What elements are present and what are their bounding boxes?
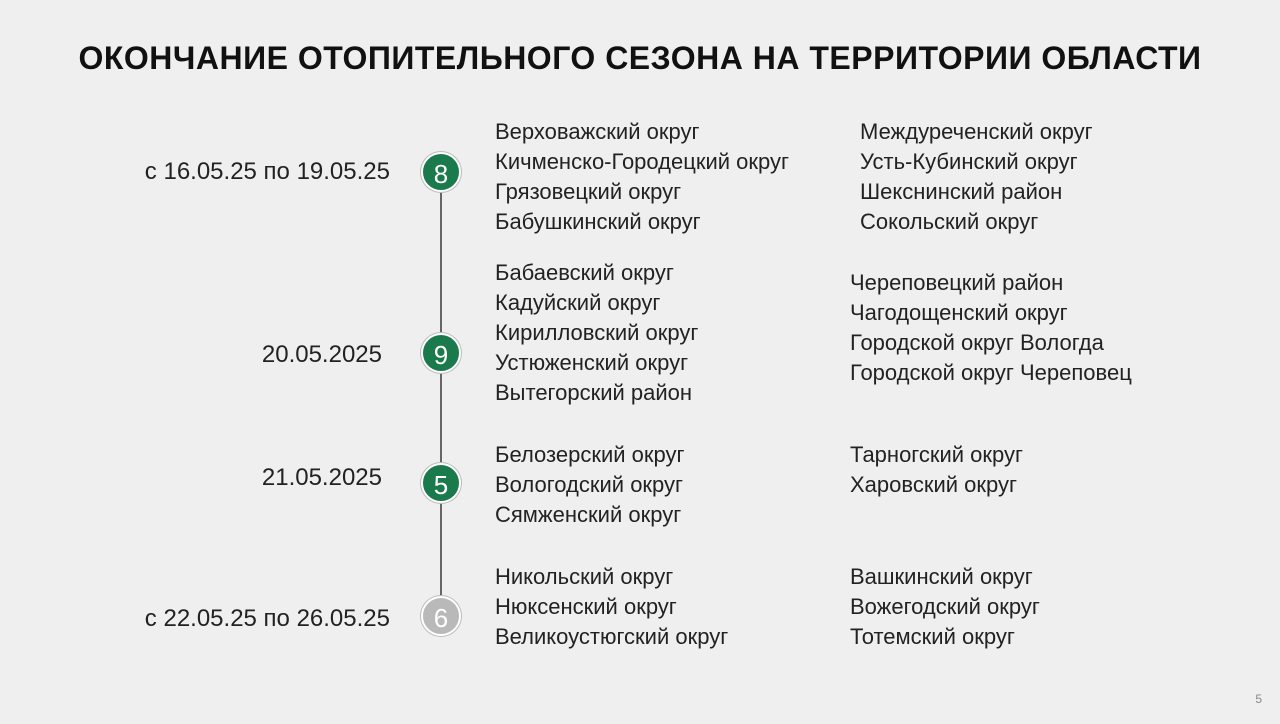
district-item: Устюженский округ [495, 350, 689, 375]
district-item: Чагодощенский округ [850, 300, 1068, 325]
group-date: с 22.05.25 по 26.05.25 [144, 605, 390, 632]
district-item: Вожегодский округ [850, 594, 1040, 619]
district-item: Кадуйский округ [495, 290, 661, 315]
district-item: Верховажский округ [495, 119, 700, 144]
district-item: Кирилловский округ [495, 320, 699, 345]
district-item: Усть-Кубинский округ [860, 149, 1078, 174]
district-item: Грязовецкий округ [495, 179, 682, 204]
district-item: Городской округ Череповец [850, 360, 1132, 385]
district-item: Кичменско-Городецкий округ [495, 149, 790, 174]
district-item: Сямженский округ [495, 502, 682, 527]
districts-right [850, 562, 1040, 652]
district-item: Вашкинский округ [850, 564, 1033, 589]
districts-right [860, 117, 1093, 237]
group-count-badge: 5 [421, 463, 461, 503]
districts-left [495, 117, 789, 237]
district-item: Бабушкинский округ [495, 209, 701, 234]
district-item: Сокольский округ [860, 209, 1039, 234]
district-item: Харовский округ [850, 472, 1018, 497]
district-item: Тарногский округ [850, 442, 1024, 467]
districts-left [495, 440, 685, 530]
district-item: Череповецкий район [850, 270, 1064, 295]
district-item: Тотемский округ [850, 624, 1015, 649]
district-item: Никольский округ [495, 564, 674, 589]
group-count-badge: 8 [421, 152, 461, 192]
districts-right [850, 268, 1132, 388]
district-item: Вологодский округ [495, 472, 684, 497]
districts-left [495, 562, 728, 652]
timeline-line [440, 172, 442, 614]
group-date: с 16.05.25 по 19.05.25 [144, 158, 390, 185]
district-item: Нюксенский округ [495, 594, 677, 619]
district-item: Городской округ Вологда [850, 330, 1104, 355]
district-item: Междуреченский округ [860, 119, 1093, 144]
district-item: Бабаевский округ [495, 260, 674, 285]
districts-left [495, 258, 698, 408]
district-item: Белозерский округ [495, 442, 685, 467]
group-date: 21.05.2025 [261, 464, 382, 491]
district-item: Шекснинский район [860, 179, 1063, 204]
page-number: 5 [1255, 692, 1262, 706]
group-count-badge: 6 [421, 596, 461, 636]
page-title: ОКОНЧАНИЕ ОТОПИТЕЛЬНОГО СЕЗОНА НА ТЕРРИТОРИИ ОБЛАСТИ [78, 40, 1202, 76]
district-item: Великоустюгский округ [495, 624, 729, 649]
district-item: Вытегорский район [495, 380, 693, 405]
districts-right [850, 440, 1023, 500]
group-count-badge: 9 [421, 333, 461, 373]
group-date: 20.05.2025 [261, 341, 382, 368]
